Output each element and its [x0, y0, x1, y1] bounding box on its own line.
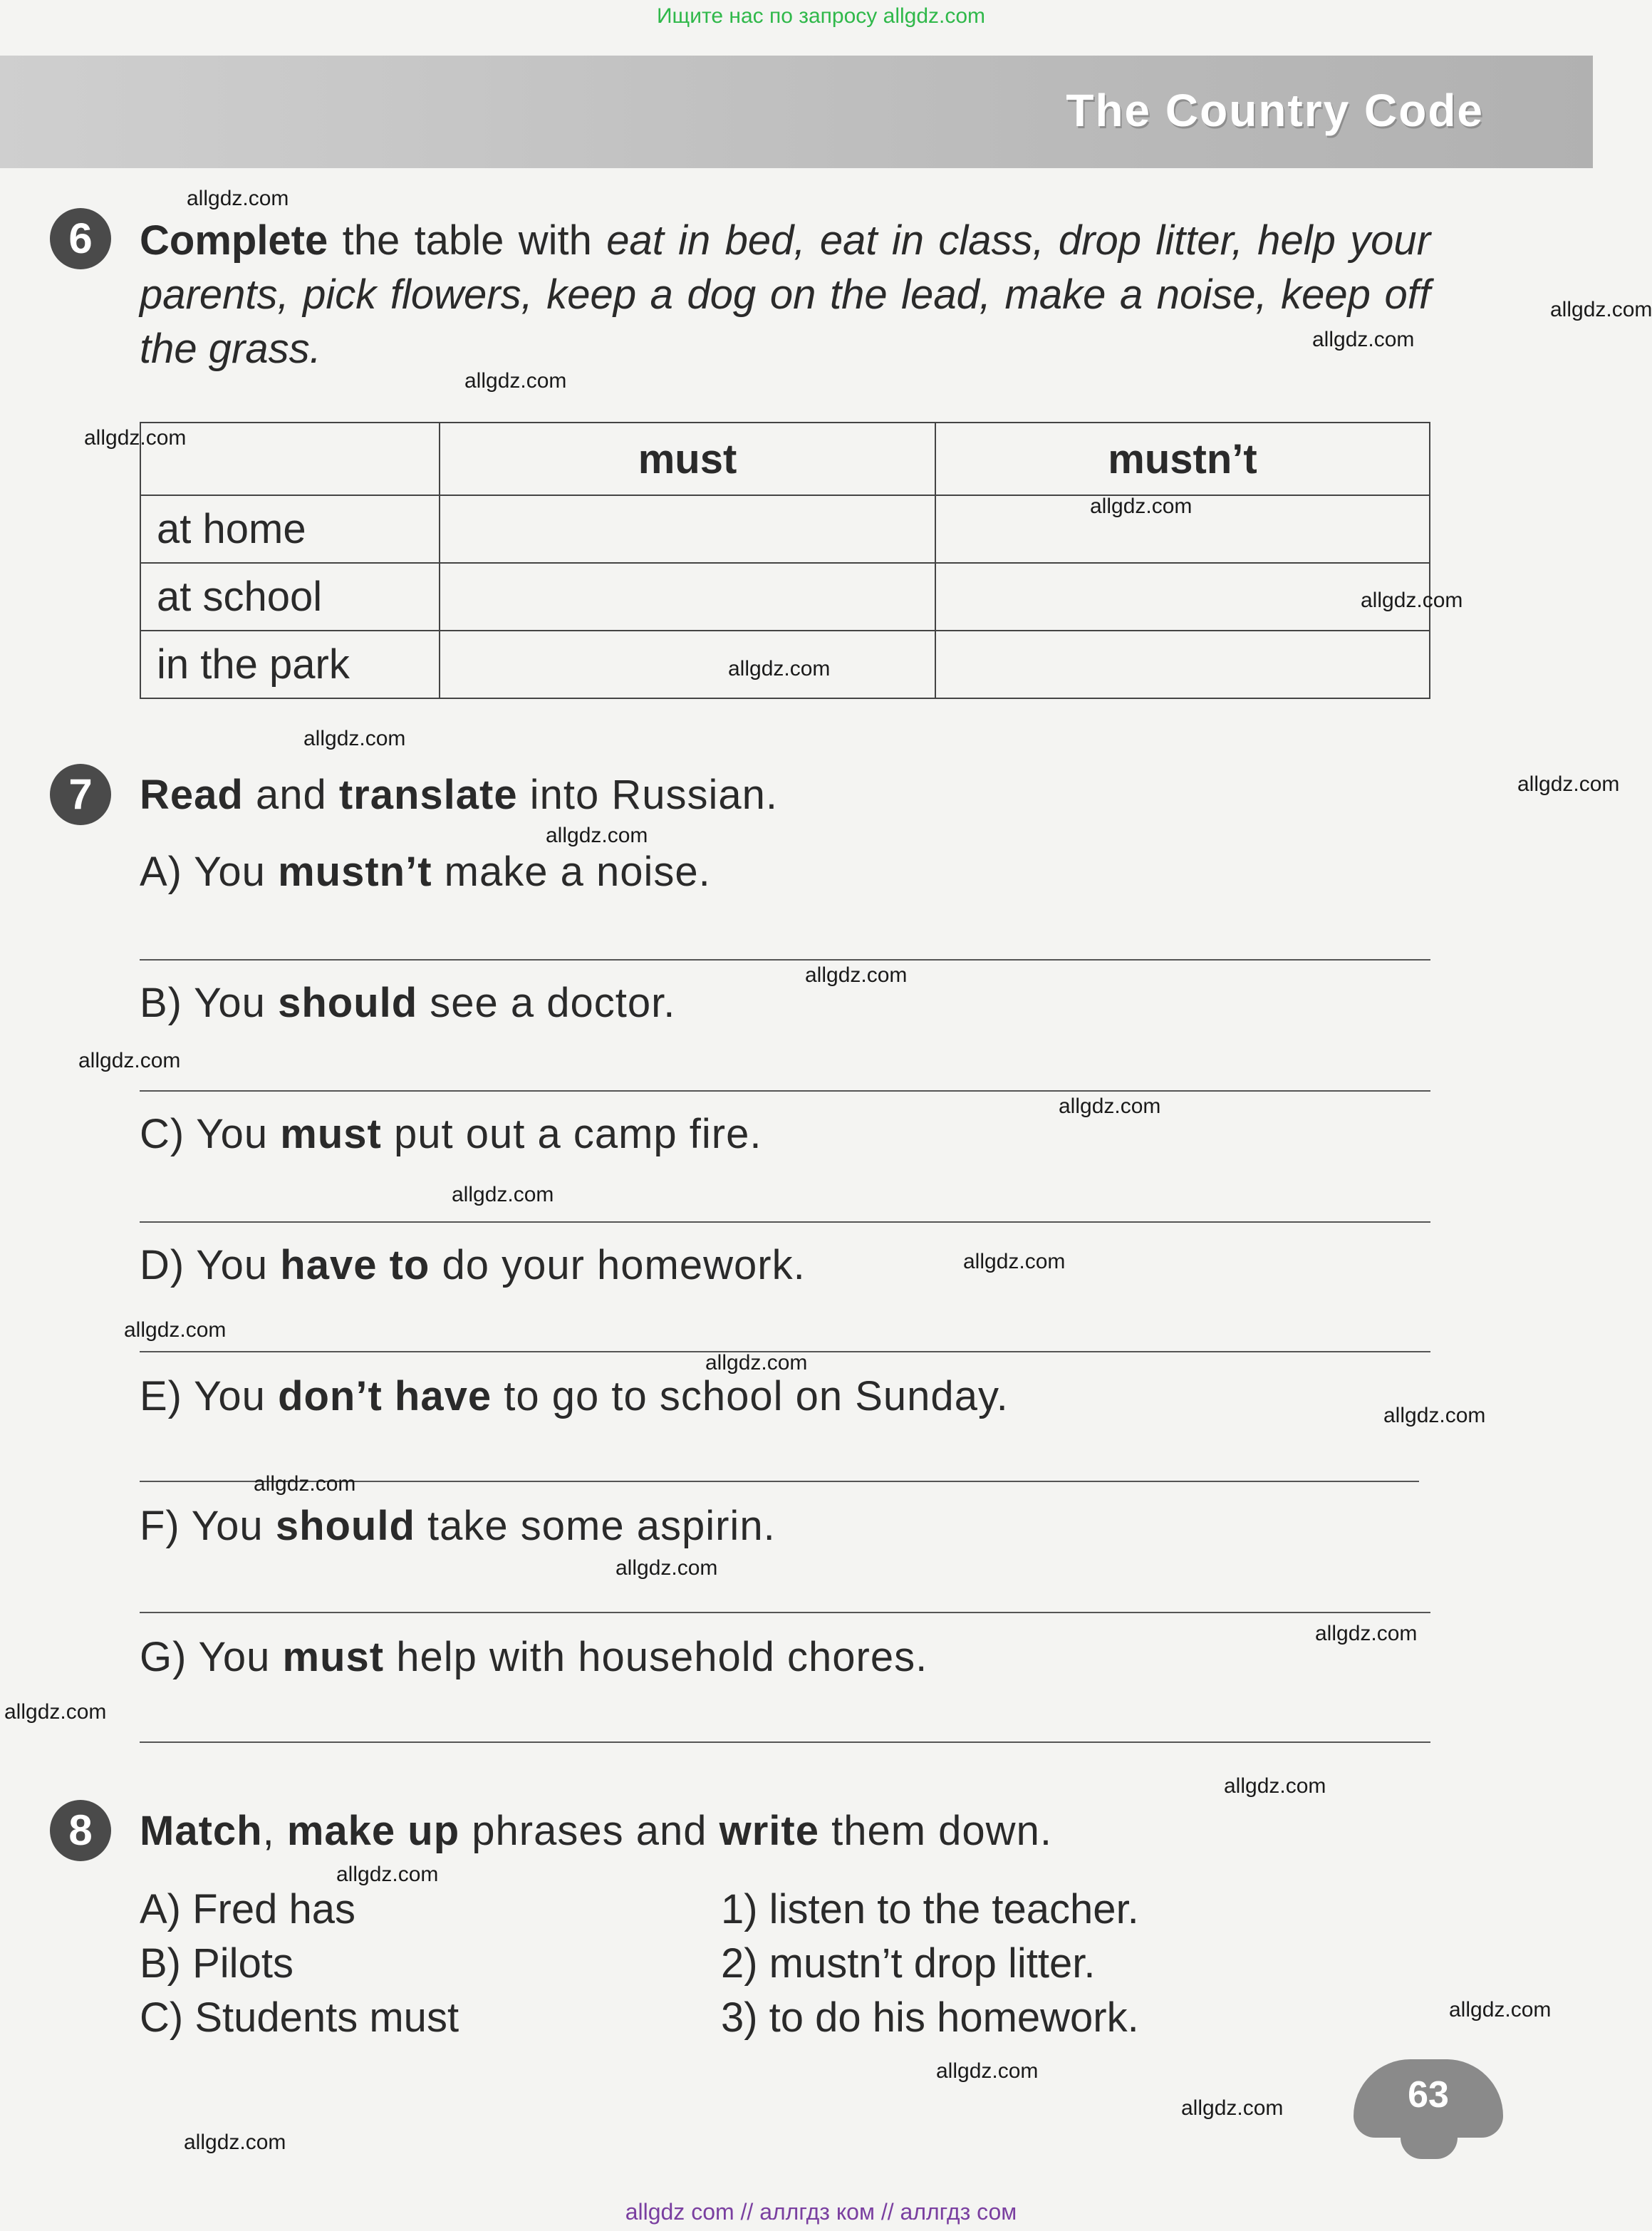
task-7-into: into Russian. [517, 772, 779, 818]
match-left-column [140, 1883, 710, 2045]
item-rest: help with household chores. [396, 1634, 928, 1680]
task-7-item-d [140, 1241, 806, 1289]
task-8-verb-write: write [719, 1808, 819, 1854]
list-item[interactable]: 2) mustn’t drop litter. [721, 1940, 1096, 1987]
watermark: allgdz.com [615, 1556, 718, 1580]
watermark: allgdz.com [78, 1049, 181, 1072]
watermark: allgdz.com [4, 1700, 107, 1724]
watermark: allgdz.com [705, 1351, 808, 1375]
answer-line-f[interactable] [140, 1612, 1430, 1613]
task-7-item-c [140, 1110, 762, 1158]
task-7-verb-read: Read [140, 772, 244, 818]
watermark: allgdz.com [336, 1863, 439, 1886]
item-label: A) You [140, 849, 266, 895]
task-6-badge: 6 [50, 208, 111, 269]
item-rest: take some aspirin. [427, 1503, 776, 1549]
task-8-instruction [140, 1804, 1430, 1858]
item-label: D) You [140, 1242, 269, 1288]
match-right-column [721, 1883, 1433, 2045]
item-rest: to go to school on Sunday. [504, 1373, 1009, 1419]
watermark: allgdz.com [1517, 772, 1620, 796]
task-7-verb-translate: translate [338, 772, 518, 818]
watermark: allgdz.com [1312, 328, 1415, 351]
cell-mustnt-school[interactable] [935, 563, 1430, 631]
task-7-badge: 7 [50, 764, 111, 825]
answer-line-a[interactable] [140, 959, 1430, 961]
top-banner-link[interactable]: Ищите нас по запросу allgdz.com [656, 4, 986, 28]
task-7-instruction [140, 768, 1430, 822]
watermark: allgdz.com [254, 1472, 356, 1496]
item-label: G) You [140, 1634, 271, 1680]
watermark: allgdz.com [728, 657, 831, 680]
task-6-text: the table with [328, 217, 607, 264]
task-7-item-e [140, 1372, 1009, 1420]
row-label-park: in the park [140, 631, 440, 698]
footer-links[interactable]: allgdz com // аллгдз ком // аллгдз сом [625, 2199, 1017, 2225]
watermark: allgdz.com [805, 963, 908, 987]
page-number-badge: 63 [1354, 2059, 1503, 2138]
watermark: allgdz.com [1224, 1774, 1326, 1798]
watermark: allgdz.com [1315, 1622, 1418, 1645]
item-label: C) You [140, 1111, 269, 1157]
item-modal: must [280, 1111, 382, 1157]
watermark: allgdz.com [1449, 1998, 1552, 2022]
item-modal: should [278, 980, 418, 1026]
task-6-phrases: eat in bed, eat in class, drop litter, help your parents, pick flowers, keep a dog on the lead, make a noise, keep off the grass. [140, 217, 1431, 372]
row-label-home: at home [140, 495, 440, 563]
watermark: allgdz.com [1090, 495, 1193, 518]
list-item[interactable]: A) Fred has [140, 1886, 355, 1932]
watermark: allgdz.com [303, 727, 406, 750]
item-label: F) You [140, 1503, 264, 1549]
task-8-phrases: phrases and [459, 1808, 719, 1854]
cell-mustnt-park[interactable] [935, 631, 1430, 698]
item-label: E) You [140, 1373, 266, 1419]
cell-must-home[interactable] [440, 495, 935, 563]
watermark: allgdz.com [124, 1318, 227, 1342]
watermark: allgdz.com [546, 824, 648, 847]
watermark: allgdz.com [1181, 2096, 1284, 2120]
answer-line-b[interactable] [140, 1090, 1430, 1092]
row-label-school: at school [140, 563, 440, 631]
page-number-stem [1401, 2131, 1458, 2159]
watermark: allgdz.com [1383, 1404, 1486, 1427]
task-8-verb-match: Match [140, 1808, 263, 1854]
list-item[interactable]: 3) to do his homework. [721, 1994, 1139, 2041]
item-modal: have to [280, 1242, 430, 1288]
item-rest: see a doctor. [430, 980, 676, 1026]
list-item[interactable]: 1) listen to the teacher. [721, 1886, 1139, 1932]
item-rest: make a noise. [444, 849, 711, 895]
task-8-comma: , [262, 1808, 275, 1854]
task-7-item-b [140, 979, 675, 1027]
task-7-item-a [140, 848, 711, 896]
item-modal: should [275, 1503, 415, 1549]
watermark: allgdz.com [1550, 298, 1652, 321]
item-rest: put out a camp fire. [393, 1111, 762, 1157]
table-header-must: must [440, 423, 935, 495]
table-row [140, 495, 1430, 563]
table-header-mustnt: mustn’t [935, 423, 1430, 495]
watermark: allgdz.com [1361, 589, 1463, 612]
watermark: allgdz.com [452, 1183, 554, 1206]
task-6-verb: Complete [140, 217, 328, 264]
task-7-item-f [140, 1502, 776, 1550]
cell-must-park[interactable] [440, 631, 935, 698]
item-modal: mustn’t [278, 849, 432, 895]
list-item[interactable]: B) Pilots [140, 1940, 293, 1987]
item-label: B) You [140, 980, 266, 1026]
item-modal: must [282, 1634, 385, 1680]
watermark: allgdz.com [963, 1250, 1066, 1273]
item-rest: do your homework. [442, 1242, 806, 1288]
table-row [140, 563, 1430, 631]
item-modal: don’t have [278, 1373, 492, 1419]
answer-line-g[interactable] [140, 1741, 1430, 1743]
task-7-and: and [243, 772, 339, 818]
watermark: allgdz.com [464, 369, 567, 393]
watermark: allgdz.com [184, 2131, 286, 2154]
list-item[interactable]: C) Students must [140, 1994, 459, 2041]
task-8-badge: 8 [50, 1800, 111, 1861]
watermark: allgdz.com [84, 426, 187, 450]
cell-must-school[interactable] [440, 563, 935, 631]
task-7-item-g [140, 1633, 928, 1681]
watermark: allgdz.com [187, 187, 289, 210]
task-6-instruction [140, 214, 1430, 376]
watermark: allgdz.com [936, 2059, 1039, 2083]
task-8-them-down: them down. [819, 1808, 1052, 1854]
answer-line-c[interactable] [140, 1221, 1430, 1223]
watermark: allgdz.com [1059, 1094, 1161, 1118]
page-title: The Country Code [1066, 85, 1484, 136]
task-8-verb-makeup: make up [286, 1808, 460, 1854]
